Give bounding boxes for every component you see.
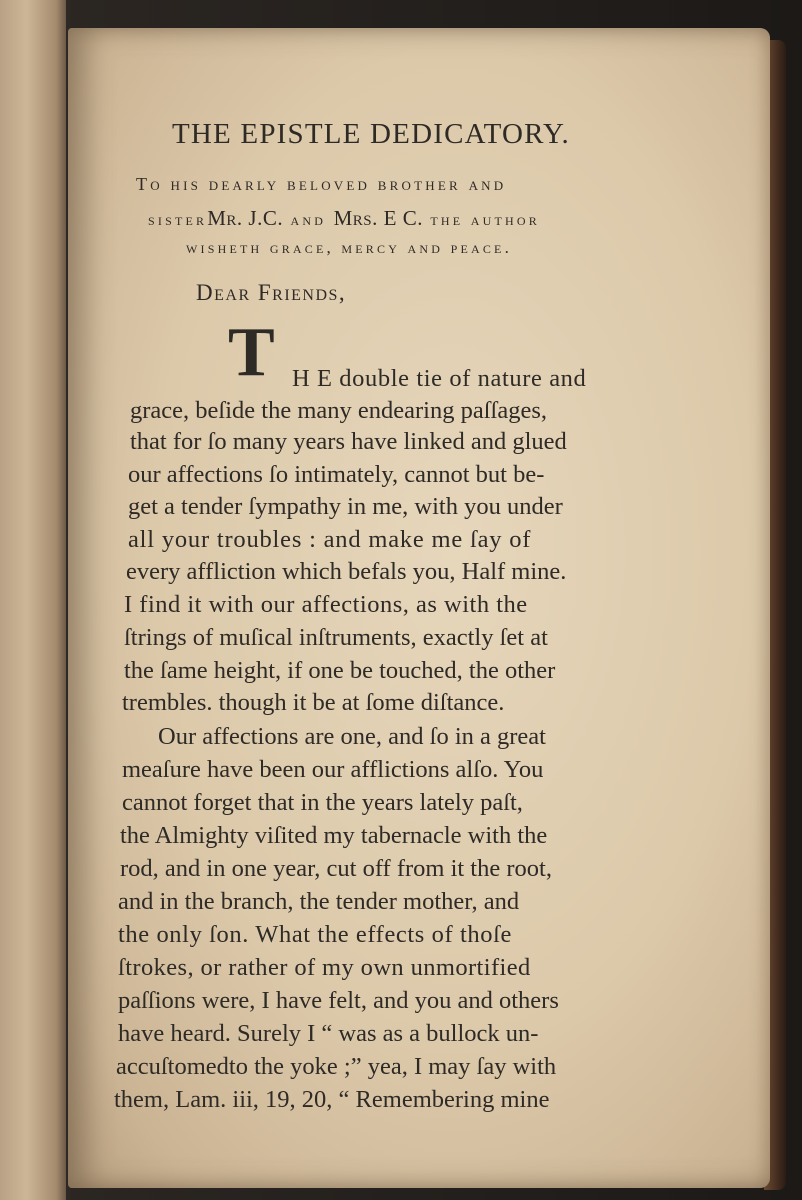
body-line: trembles. though it be at ſome diſtance. [122, 689, 505, 716]
body-line: H E double tie of nature and [292, 365, 587, 392]
body-line: get a tender ſympathy in me, with you under [128, 493, 563, 520]
body-line: cannot forget that in the years lately paſt, [122, 789, 523, 816]
body-line: meaſure have been our afflictions alſo. You [122, 756, 544, 783]
drop-cap: T [228, 314, 275, 391]
body-line: that for ſo many years have linked and glued [130, 428, 567, 455]
dedication-name-1: Mr. J.C. [207, 206, 284, 230]
body-line: have heard. Surely I “ was as a bullock un- [118, 1020, 539, 1047]
body-line: accuſtomedto the yoke ;” yea, I may ſay with [116, 1053, 557, 1080]
body-line: grace, beſide the many endearing paſſages, [130, 397, 547, 424]
body-line: ſtrokes, or rather of my own unmortified [118, 954, 531, 981]
dedication-line-2 [148, 206, 540, 231]
page-title: THE EPISTLE DEDICATORY. [172, 118, 570, 150]
dedication-name-2: Mrs. E C. [333, 206, 423, 230]
body-line: paſſions were, I have felt, and you and others [118, 987, 559, 1014]
body-line: all your troubles : and make me ſay of [128, 526, 532, 553]
body-line: I find it with our affections, as with the [124, 591, 528, 618]
body-line: them, Lam. iii, 19, 20, “ Remembering mine [114, 1086, 550, 1113]
dedication-the-author: the author [430, 210, 540, 229]
dedication-and: and [290, 210, 327, 229]
dedication-line-3: wisheth grace, mercy and peace. [186, 238, 513, 257]
body-line: every affliction which befals you, Half mine. [126, 558, 567, 585]
body-line: ſtrings of muſical inſtruments, exactly ſet at [124, 624, 548, 651]
body-line: and in the branch, the tender mother, and [118, 888, 520, 915]
body-line: the Almighty viſited my tabernacle with the [120, 822, 548, 849]
salutation: Dear Friends, [196, 280, 347, 305]
body-line: the ſame height, if one be touched, the other [124, 657, 556, 684]
dedication-sister: sister [148, 210, 208, 229]
body-line: the only ſon. What the effects of thoſe [118, 921, 512, 948]
dedication-line-1: To his dearly beloved brother and [136, 174, 507, 194]
body-line: rod, and in one year, cut off from it the root, [120, 855, 552, 882]
body-line: our affections ſo intimately, cannot but be- [128, 461, 545, 488]
body-line: Our affections are one, and ſo in a great [158, 723, 546, 750]
